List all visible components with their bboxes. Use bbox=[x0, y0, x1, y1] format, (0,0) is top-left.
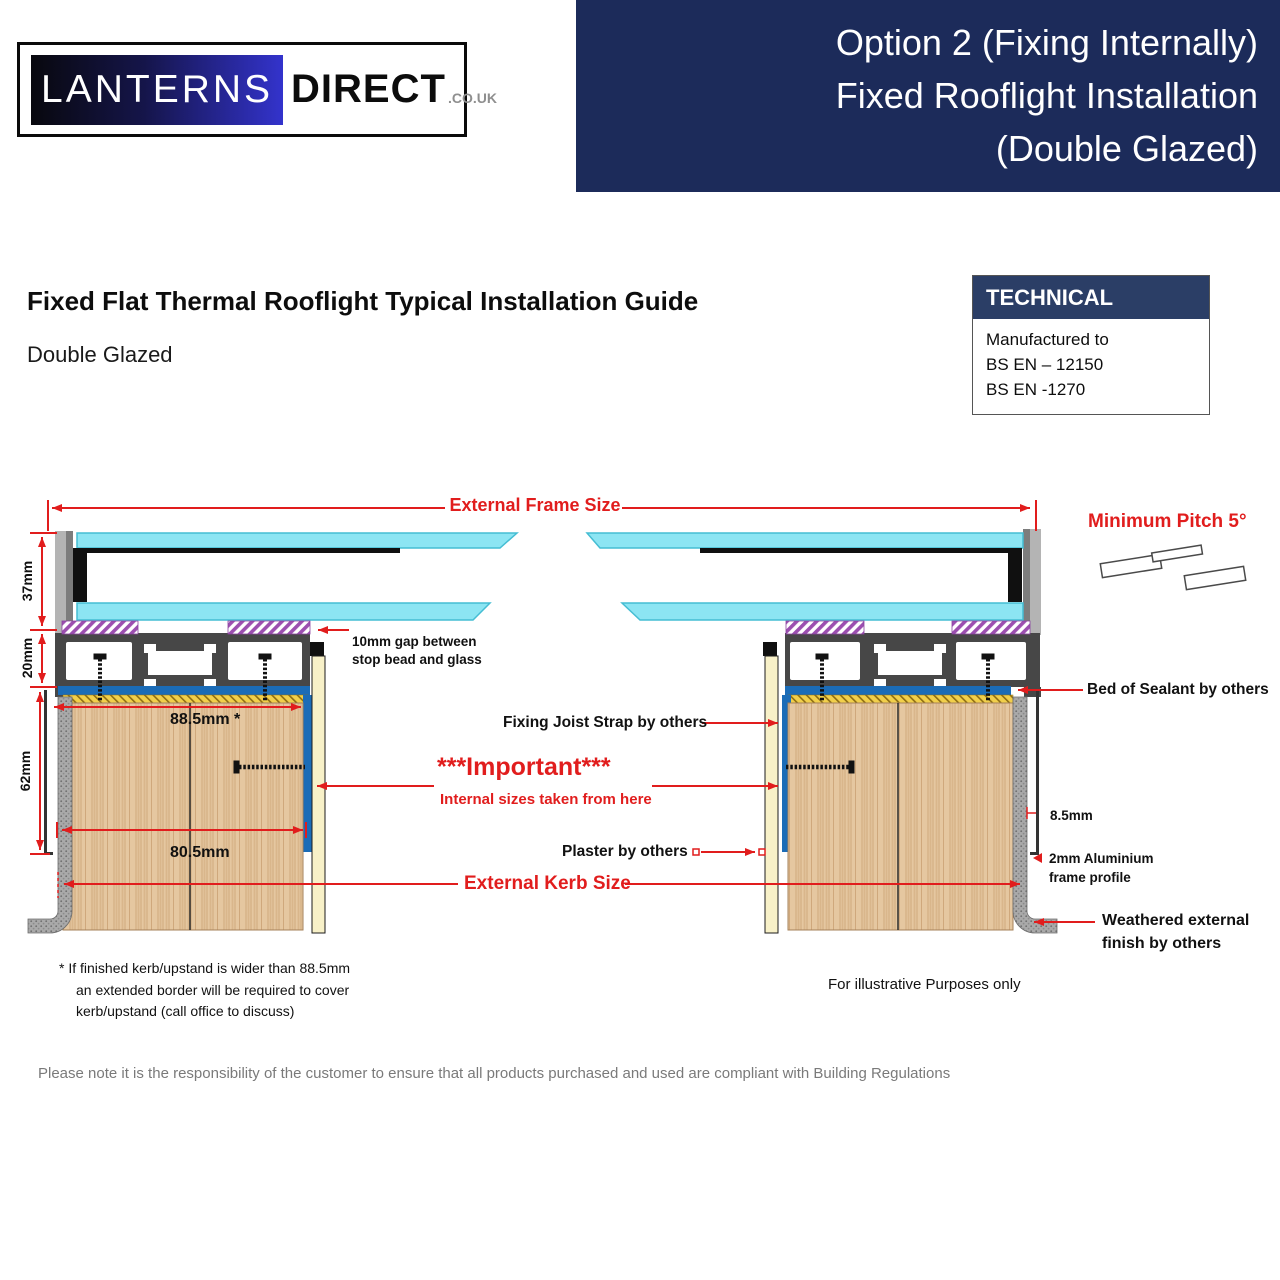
label-illustrative-purposes: For illustrative Purposes only bbox=[828, 976, 1021, 993]
logo-brand-tld: .CO.UK bbox=[447, 89, 497, 106]
kerb-footnote bbox=[59, 958, 350, 1023]
glass-edge-spacer bbox=[73, 548, 87, 602]
label-fixing-joist-strap: Fixing Joist Strap by others bbox=[503, 714, 708, 731]
page-subtitle: Double Glazed bbox=[27, 342, 173, 367]
frame-chamber bbox=[790, 642, 860, 680]
label-external-frame-size: External Frame Size bbox=[449, 495, 621, 515]
right-aluminium-skirt bbox=[1030, 690, 1039, 855]
label-bed-of-sealant: Bed of Sealant by others bbox=[1087, 681, 1269, 698]
footnote-line-2: an extended border will be required to cover bbox=[76, 981, 350, 998]
glass-edge-spacer bbox=[1008, 548, 1022, 602]
label-important: ***Important*** bbox=[437, 753, 611, 781]
thermal-break-hatch bbox=[228, 621, 310, 634]
label-weathered-external-finish: Weathered external finish by others bbox=[1102, 912, 1250, 952]
dim-80-5mm: 80.5mm bbox=[170, 844, 230, 861]
technical-header: TECHNICAL bbox=[973, 276, 1209, 319]
label-stop-bead-gap: 10mm gap between stop bead and glass bbox=[352, 634, 482, 667]
left-outer-aluminium-edge bbox=[55, 531, 73, 635]
logo-brand-secondary: DIRECT bbox=[291, 67, 446, 111]
thermal-break-hatch bbox=[786, 621, 864, 634]
label-minimum-pitch: Minimum Pitch 5° bbox=[1088, 511, 1247, 532]
banner-line-2: Fixed Rooflight Installation bbox=[835, 75, 1258, 116]
page-title: Fixed Flat Thermal Rooflight Typical Installation Guide bbox=[27, 286, 699, 316]
dim-88-5mm: 88.5mm * bbox=[170, 711, 241, 728]
dim-37mm: 37mm bbox=[19, 560, 35, 602]
right-kerb-timber bbox=[788, 703, 1013, 930]
label-aluminium-frame-profile: 2mm Aluminium frame profile bbox=[1049, 851, 1154, 885]
glass-spacer-line bbox=[700, 548, 1008, 553]
label-external-kerb-size: External Kerb Size bbox=[464, 873, 631, 894]
minimum-pitch-icon bbox=[1100, 545, 1245, 589]
right-plasterboard bbox=[765, 656, 778, 933]
left-weathered-finish bbox=[28, 697, 72, 933]
left-kerb-timber bbox=[63, 703, 303, 930]
left-aluminium-skirt bbox=[44, 690, 53, 855]
left-joist-strap bbox=[303, 695, 312, 852]
label-plaster-by-others: Plaster by others bbox=[562, 843, 688, 860]
footnote-line-3: kerb/upstand (call office to discuss) bbox=[76, 1003, 295, 1019]
footnote-line-1: * If finished kerb/upstand is wider than 88.5mm bbox=[59, 960, 351, 976]
right-outer-aluminium-edge bbox=[1023, 529, 1041, 635]
left-glass-unit bbox=[73, 533, 517, 620]
banner-line-1: Option 2 (Fixing Internally) bbox=[835, 22, 1258, 63]
stop-bead bbox=[310, 642, 324, 656]
left-strap-top bbox=[58, 686, 310, 695]
dim-62mm: 62mm bbox=[17, 750, 33, 792]
dim-8-5mm: 8.5mm bbox=[1050, 808, 1093, 823]
frame-chamber bbox=[956, 642, 1026, 680]
left-plasterboard bbox=[312, 656, 325, 933]
right-strap-top bbox=[785, 686, 1011, 695]
dim-20mm: 20mm bbox=[19, 637, 35, 679]
technical-line-1: Manufactured to bbox=[986, 330, 1109, 349]
right-glass-unit bbox=[587, 533, 1023, 620]
banner-line-3: (Double Glazed) bbox=[995, 128, 1258, 169]
technical-line-3: BS EN -1270 bbox=[986, 380, 1086, 399]
technical-line-2: BS EN – 12150 bbox=[986, 355, 1104, 374]
right-frame-profile bbox=[763, 621, 1041, 697]
glass-spacer-line bbox=[85, 548, 400, 553]
left-section bbox=[28, 531, 517, 933]
stop-bead bbox=[763, 642, 777, 656]
thermal-break-hatch bbox=[62, 621, 138, 634]
compliance-disclaimer: Please note it is the responsibility of the customer to ensure that all products purchased and used are compliant with Building Regulations bbox=[38, 1065, 951, 1082]
label-internal-sizes: Internal sizes taken from here bbox=[440, 791, 652, 808]
thermal-break-hatch bbox=[952, 621, 1030, 634]
logo-brand-primary: LANTERNS bbox=[41, 67, 274, 111]
